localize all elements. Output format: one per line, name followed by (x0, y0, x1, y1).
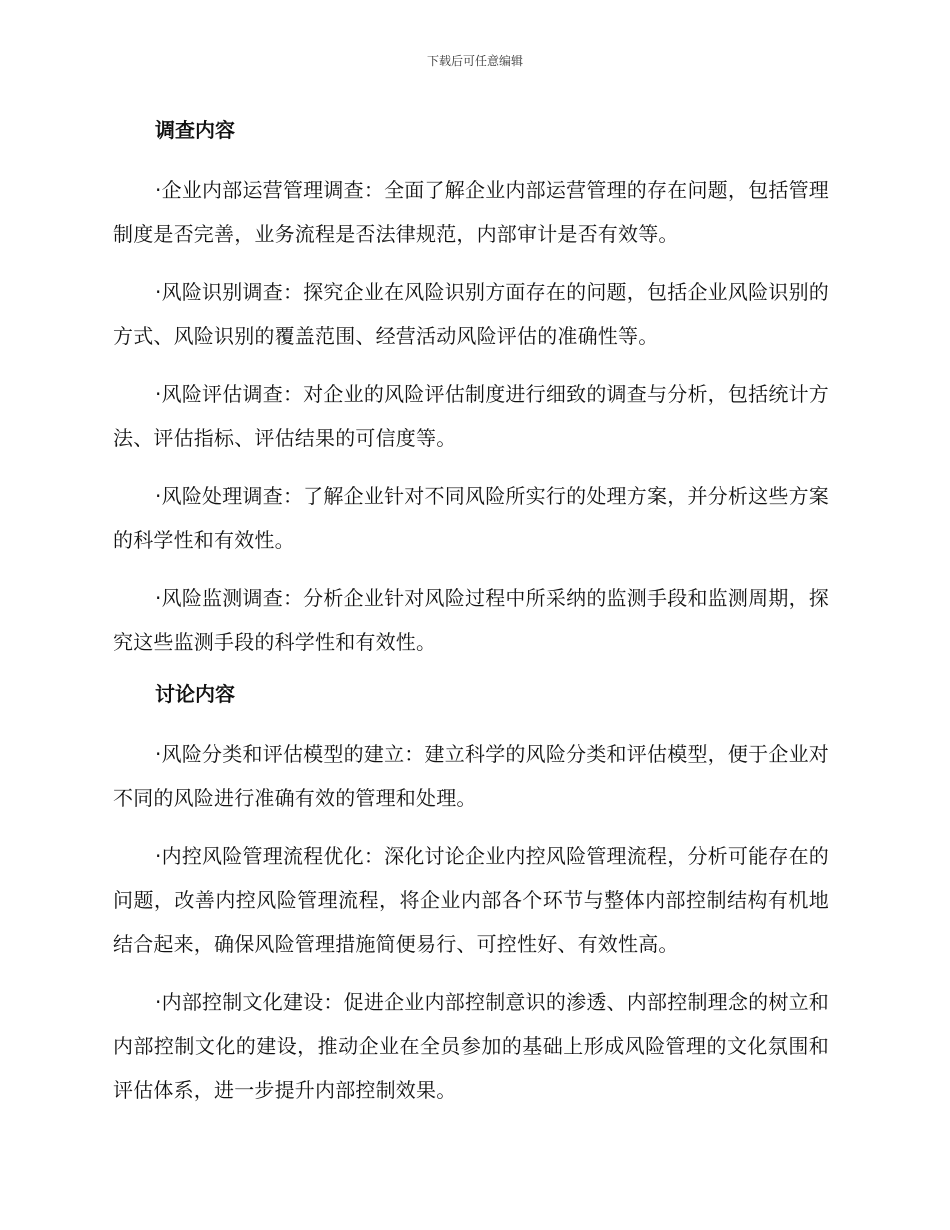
list-item (113, 834, 829, 966)
list-item-text: 企业内部运营管理调查：全面了解企业内部运营管理的存在问题，包括管理制度是否完善，业务流程是否法律规范，内部审计是否有效等。 (113, 178, 829, 246)
list-item-text: 风险分类和评估模型的建立：建立科学的风险分类和评估模型，便于企业对不同的风险进行准确有效的管理和处理。 (113, 742, 829, 810)
document-content (113, 114, 829, 1126)
section-investigation (113, 114, 829, 664)
list-item-text: 内部控制文化建设：促进企业内部控制意识的渗透、内部控制理念的树立和内部控制文化的建设，推动企业在全员参加的基础上形成风险管理的文化氛围和评估体系，进一步提升内部控制效果。 (113, 990, 829, 1102)
list-item (113, 732, 829, 820)
section-heading: 调查内容 (155, 118, 235, 142)
bullet-mark: · (155, 280, 162, 304)
list-item (113, 270, 829, 358)
list-item (113, 168, 829, 256)
page-header: 下载后可任意编辑 (426, 54, 523, 68)
list-item (113, 980, 829, 1112)
bullet-mark: · (155, 742, 162, 766)
list-item (113, 372, 829, 460)
bullet-mark: · (155, 844, 162, 868)
bullet-mark: · (155, 484, 162, 508)
list-item (113, 474, 829, 562)
section-heading: 讨论内容 (155, 682, 235, 706)
bullet-mark: · (155, 178, 162, 202)
section-discussion (113, 678, 829, 1112)
list-item-text: 风险识别调查：探究企业在风险识别方面存在的问题，包括企业风险识别的方式、风险识别的覆盖范围、经营活动风险评估的准确性等。 (113, 280, 829, 348)
bullet-mark: · (155, 586, 162, 610)
list-item-text: 风险评估调查：对企业的风险评估制度进行细致的调查与分析，包括统计方法、评估指标、评估结果的可信度等。 (113, 382, 829, 450)
bullet-mark: · (155, 990, 162, 1014)
list-item-text: 风险监测调查：分析企业针对风险过程中所采纳的监测手段和监测周期，探究这些监测手段的科学性和有效性。 (113, 586, 829, 654)
list-item-text: 内控风险管理流程优化：深化讨论企业内控风险管理流程，分析可能存在的问题，改善内控风险管理流程，将企业内部各个环节与整体内部控制结构有机地结合起来，确保风险管理措施简便易行、可控性好、有效性高。 (113, 844, 829, 956)
bullet-mark: · (155, 382, 162, 406)
list-item (113, 576, 829, 664)
list-item-text: 风险处理调查：了解企业针对不同风险所实行的处理方案，并分析这些方案的科学性和有效性。 (113, 484, 829, 552)
